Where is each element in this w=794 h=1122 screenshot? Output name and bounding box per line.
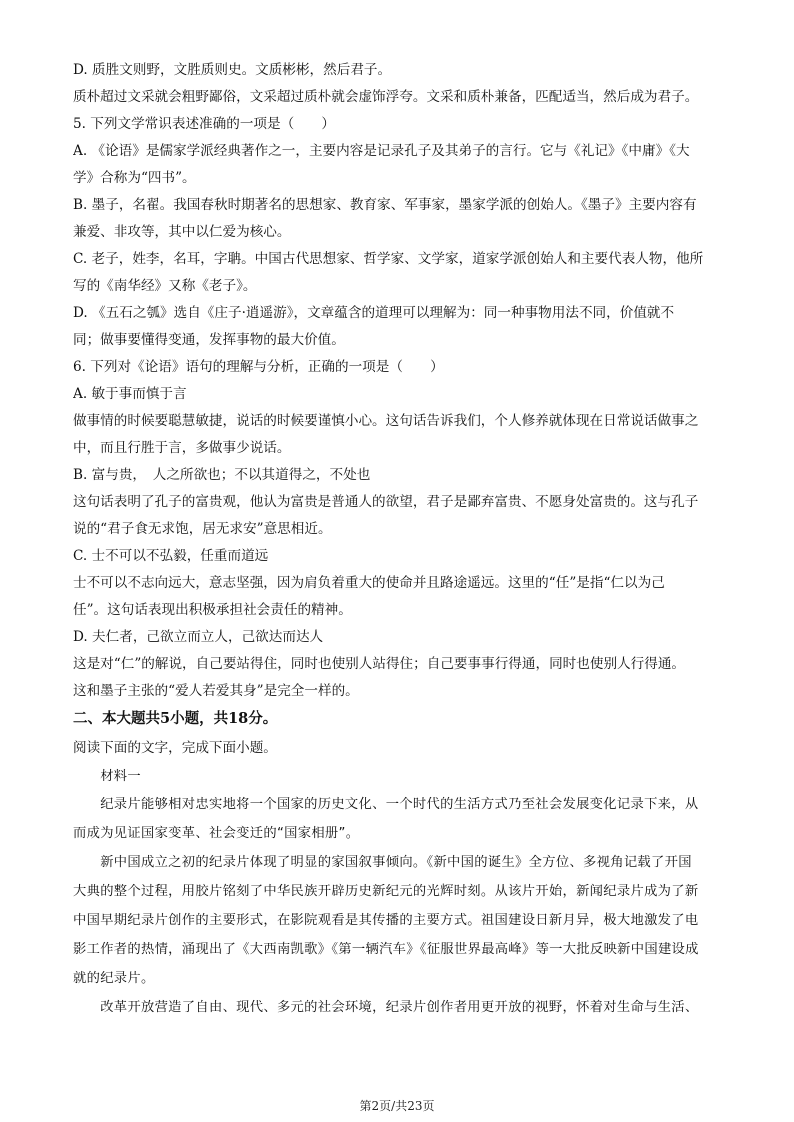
q5-option-a-line1: A. 《论语》是儒家学派经典著作之一，主要内容是记录孔子及其弟子的言行。它与《礼记》《中庸》《大 — [73, 143, 690, 159]
material-paragraph-1-line1: 纪录片能够相对忠实地将一个国家的历史文化、一个时代的生活方式乃至社会发展变化记录下来，从 — [73, 797, 699, 812]
q6-option-d-analysis-line1: 这是对“仁”的解说，自己要站得住，同时也使别人站得住；自己要事事行得通，同时也使别人行得通。 — [73, 656, 686, 672]
q5-option-a-line2: 学》合称为“四书”。 — [73, 170, 196, 186]
material-paragraph-2-line2: 大典的整个过程，用胶片铭刻了中华民族开辟历史新纪元的光辉时刻。从该片开始，新闻纪录片成为了新 — [73, 884, 699, 899]
q6-option-a-quote: A. 敏于事而慎于言 — [73, 386, 187, 402]
q6-option-a-analysis-line1: 做事情的时候要聪慧敏捷，说话的时候要谨慎小心。这句话告诉我们，个人修养就体现在日常说话做事之 — [73, 413, 699, 429]
q6-option-a-analysis-line2: 中，而且行胜于言，多做事少说话。 — [73, 440, 291, 456]
reading-instruction: 阅读下面的文字，完成下面小题。 — [73, 740, 277, 756]
option-d-text: D. 质胜文则野，文胜质则史。文质彬彬，然后君子。 — [73, 62, 392, 78]
material-paragraph-2-line5: 就的纪录片。 — [73, 971, 155, 986]
material-paragraph-2-line3: 中国早期纪录片创作的主要形式，在影院观看是其传播的主要方式。祖国建设日新月异，极大地激发了电 — [73, 913, 699, 928]
q5-option-c-line2: 写的《南华经》又称《老子》。 — [73, 278, 257, 294]
option-d-explanation: 质朴超过文采就会粗野鄙俗，文采超过质朴就会虚饰浮夸。文采和质朴兼备，匹配适当，然后成为君子。 — [73, 89, 699, 105]
material-one-label: 材料一 — [73, 769, 141, 784]
q5-option-c-line1: C. 老子，姓李，名耳，字聃。中国古代思想家、哲学家、文学家，道家学派创始人和主要代表人物，他所 — [73, 251, 704, 267]
q6-option-d-analysis-line2: 这和墨子主张的“爱人若爱其身”是完全一样的。 — [73, 683, 359, 699]
q5-option-b-line1: B. 墨子，名翟。我国春秋时期著名的思想家、教育家、军事家，墨家学派的创始人。《墨子》主要内容有 — [73, 197, 697, 213]
q6-option-b-analysis-line2: 说的“君子食无求饱，居无求安”意思相近。 — [73, 521, 332, 537]
q6-option-b-analysis-line1: 这句话表明了孔子的富贵观，他认为富贵是普通人的欲望，君子是鄙弃富贵、不愿身处富贵的。这与孔子 — [73, 494, 699, 510]
q5-option-b-line2: 兼爱、非攻等，其中以仁爱为核心。 — [73, 224, 291, 240]
material-paragraph-2-line4: 影工作者的热情，涌现出了《大西南凯歌》《第一辆汽车》《征服世界最高峰》等一大批反映新中国建设成 — [73, 942, 699, 957]
q5-option-d-line2: 同；做事要懂得变通，发挥事物的最大价值。 — [73, 332, 345, 348]
q6-option-c-analysis-line1: 士不可以不志向远大，意志坚强，因为肩负着重大的使命并且路途遥远。这里的“任”是指“仁以为己 — [73, 575, 665, 591]
q6-option-c-quote: C. 士不可以不弘毅，任重而道远 — [73, 548, 269, 564]
material-paragraph-1-line2: 而成为见证国家变革、社会变迁的“国家相册”。 — [73, 826, 360, 841]
q5-option-d-line1: D. 《五石之瓠》选自《庄子·逍遥游》，文章蕴含的道理可以理解为：同一种事物用法不同，价值就不 — [73, 305, 675, 321]
question-6-stem: 6. 下列对《论语》语句的理解与分析，正确的一项是（ ） — [73, 359, 444, 375]
q6-option-b-quote: B. 富与贵， 人之所欲也；不以其道得之，不处也 — [73, 467, 371, 483]
q6-option-d-quote: D. 夫仁者，己欲立而立人，己欲达而达人 — [73, 629, 324, 645]
question-5-stem: 5. 下列文学常识表述准确的一项是（ ） — [73, 116, 335, 132]
material-paragraph-3-line1: 改革开放营造了自由、现代、多元的社会环境，纪录片创作者用更开放的视野，怀着对生命与生活、 — [73, 1000, 699, 1015]
material-paragraph-2-line1: 新中国成立之初的纪录片体现了明显的家国叙事倾向。《新中国的诞生》全方位、多视角记载了开国 — [73, 855, 692, 870]
page-number-footer: 第2页/共23页 — [359, 1099, 435, 1113]
section-two-heading: 二、本大题共5小题，共18分。 — [73, 710, 278, 727]
q6-option-c-analysis-line2: 任”。这句话表现出积极承担社会责任的精神。 — [73, 602, 352, 618]
